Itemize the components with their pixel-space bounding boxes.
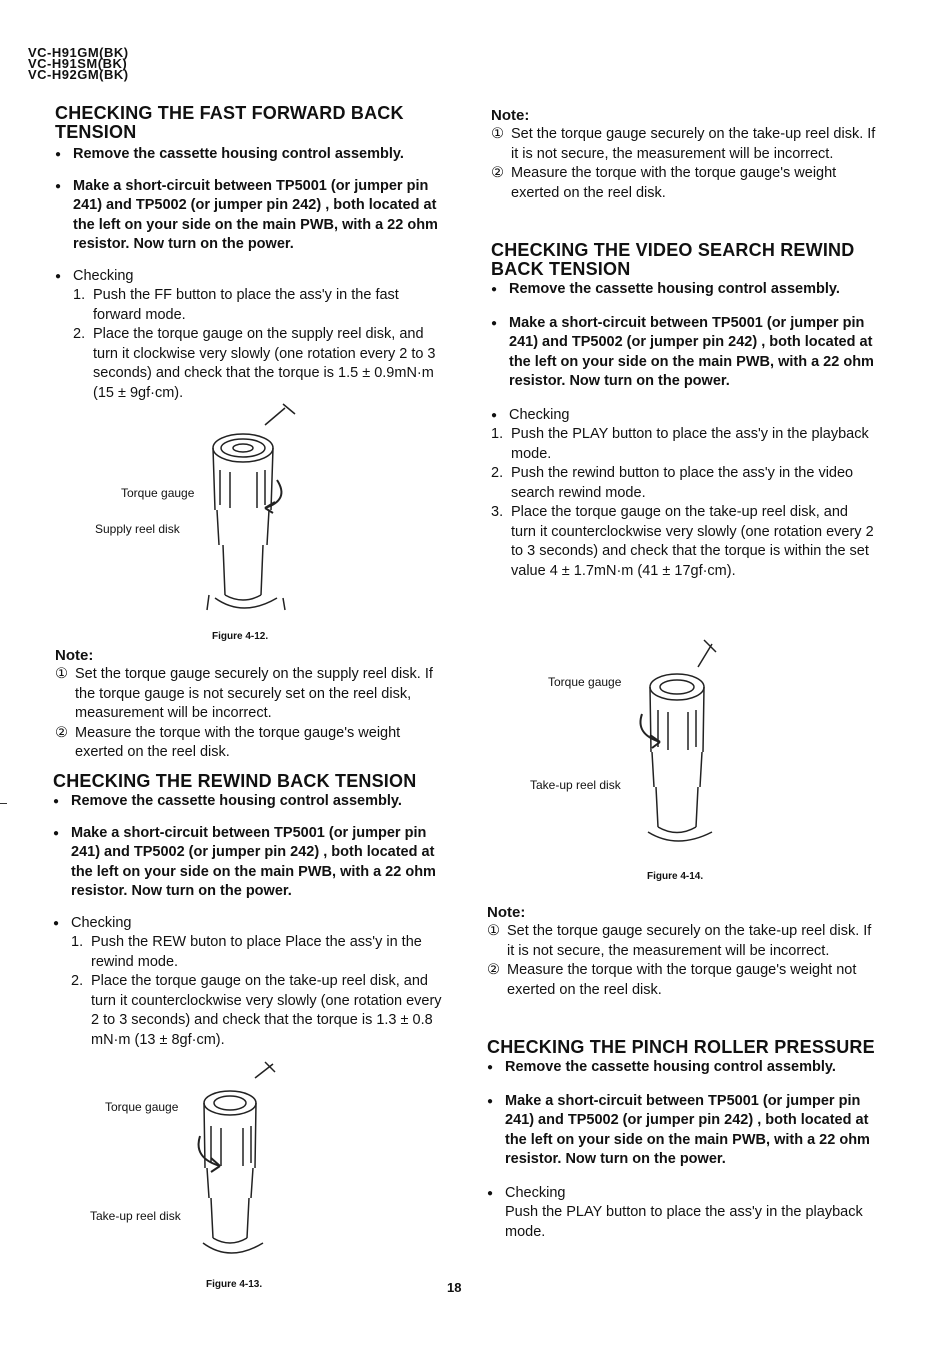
fig12-label-disk: Supply reel disk [95,522,180,536]
pinch-text: Push the PLAY button to place the ass'y in the playback mode. [505,1204,863,1240]
vs-step [491,425,876,464]
note-item [491,125,876,164]
step-text: Place the torque gauge on the take-up reel disk, and turn it counterclockwise very slowly (one rotation every 2 to 3 seconds) and check that the torque is within the set value 4 ± 1.7mN·m (41 ± 17gf·cm). [511,504,874,579]
note-title: Note: [55,647,94,664]
rew-step [71,972,445,1050]
rew-checking: ● Checking [53,914,445,934]
ff-title: CHECKING THE FAST FORWARD BACK TENSION [55,103,404,142]
model-list [28,47,129,80]
step-number: 2. [491,465,504,481]
step-number: 2. [73,326,86,342]
pinch-section [487,1038,876,1242]
note-marker: ② [55,724,68,741]
note-marker: ① [491,126,504,142]
step-number: 1. [491,426,504,442]
step-text: Push the PLAY button to place the ass'y in the playback mode. [511,426,869,462]
pinch-bullet-short: ● Make a short-circuit between TP5001 (or jumper pin 241) and TP5002 (or jumper pin 242) , both located at the left on your side on the main PWB, with a 22 ohm resistor. Now turn on the power. [487,1092,876,1170]
vs-step [491,503,876,581]
pinch-bullet-remove: ● Remove the cassette housing control assembly. [487,1058,876,1078]
fig12-caption: Figure 4-12. [212,631,269,642]
vs-bullet-short: ● Make a short-circuit between TP5001 (or jumper pin 241) and TP5002 (or jumper pin 242) , both located at the left on your side on the main PWB, with a 22 ohm resistor. Now turn on the power. [491,314,876,392]
fig14-label-disk: Take-up reel disk [530,778,621,792]
ff-section [55,104,445,403]
fig14-label-gauge: Torque gauge [548,675,622,689]
rew-bullet-remove: ● Remove the cassette housing control assembly. [53,792,445,812]
step-text: Push the REW buton to place Place the ass'y in the rewind mode. [91,934,422,970]
note-item [487,961,876,1000]
note-item [491,164,876,203]
note-marker: ① [55,666,68,682]
fig13-label-disk: Take-up reel disk [90,1209,181,1223]
rew-section [53,772,445,1050]
vs-notes [487,903,876,1000]
pinch-checking: ● Checking [487,1184,876,1204]
step-number: 1. [71,934,84,950]
vs-checking: ● Checking [491,406,876,426]
ff-bullet-short: ● Make a short-circuit between TP5001 (or jumper pin 241) and TP5002 (or jumper pin 242) , both located at the left on your side on the main PWB, with a 22 ohm resistor. Now turn on the power. [55,177,445,255]
step-number: 3. [491,504,504,520]
note-title: Note: [491,107,530,124]
fig12-label-gauge: Torque gauge [121,486,195,500]
fig13-caption: Figure 4-13. [206,1279,263,1290]
note-marker: ① [487,923,500,939]
vs-title: CHECKING THE VIDEO SEARCH REWIND BACK TENSION [491,240,855,279]
step-text: Push the FF button to place the ass'y in the fast forward mode. [93,287,399,323]
note-text: Set the torque gauge securely on the take-up reel disk. If it is not secure, the measurement will be incorrect. [511,126,876,162]
model-name: VC-H91SM(BK) [28,56,128,71]
model-name: VC-H92GM(BK) [28,67,129,82]
step-text: Place the torque gauge on the take-up reel disk, and turn it counterclockwise very slowly (one rotation every 2 to 3 seconds) and check that the torque is 1.3 ± 0.8 mN·m (13 ± 8gf·cm). [91,973,442,1048]
vs-bullet-remove: ● Remove the cassette housing control assembly. [491,280,876,300]
pinch-title: CHECKING THE PINCH ROLLER PRESSURE [487,1037,875,1057]
note-text: Measure the torque with the torque gauge's weight not exerted on the reel disk. [507,962,857,998]
note-text: Set the torque gauge securely on the take-up reel disk. If it is not secure, the measurement will be incorrect. [507,923,872,959]
rew-step [71,933,445,972]
note-text: Set the torque gauge securely on the supply reel disk. If the torque gauge is not securely set on the reel disk, measurement will be incorrect. [75,666,433,721]
step-text: Place the torque gauge on the supply reel disk, and turn it clockwise very slowly (one rotation every 2 to 3 seconds) and check that the torque is 1.5 ± 0.9mN·m (15 ± 9gf·cm). [93,326,436,401]
margin-mark [0,803,7,804]
ff-checking: ● Checking [55,267,445,287]
torque-gauge-illustration [185,1058,295,1273]
rew-title: CHECKING THE REWIND BACK TENSION [53,771,417,791]
ff-notes [55,646,445,763]
ff-step [73,286,445,325]
note-text: Measure the torque with the torque gauge's weight exerted on the reel disk. [511,165,837,201]
fig13-label-gauge: Torque gauge [105,1100,179,1114]
right-note1 [491,106,876,203]
step-number: 2. [71,973,84,989]
rew-bullet-short: ● Make a short-circuit between TP5001 (or jumper pin 241) and TP5002 (or jumper pin 242) , both located at the left on your side on the main PWB, with a 22 ohm resistor. Now turn on the power. [53,824,445,902]
note-item [55,724,445,763]
note-text: Measure the torque with the torque gauge's weight exerted on the reel disk. [75,724,401,760]
step-text: Push the rewind button to place the ass'y in the video search rewind mode. [511,465,854,501]
page-number: 18 [447,1280,462,1295]
torque-gauge-illustration [195,400,315,630]
note-title: Note: [487,904,526,921]
step-number: 1. [73,287,86,303]
note-marker: ② [487,962,500,978]
ff-bullet-remove: ● Remove the cassette housing control assembly. [55,145,445,165]
vs-step [491,464,876,503]
vs-section [491,241,876,581]
note-item [55,665,445,724]
torque-gauge-illustration [630,632,730,862]
model-name: VC-H91GM(BK) [28,45,129,60]
fig14-caption: Figure 4-14. [647,871,704,882]
note-marker: ② [491,165,504,181]
note-item [487,922,876,961]
ff-step [73,325,445,403]
